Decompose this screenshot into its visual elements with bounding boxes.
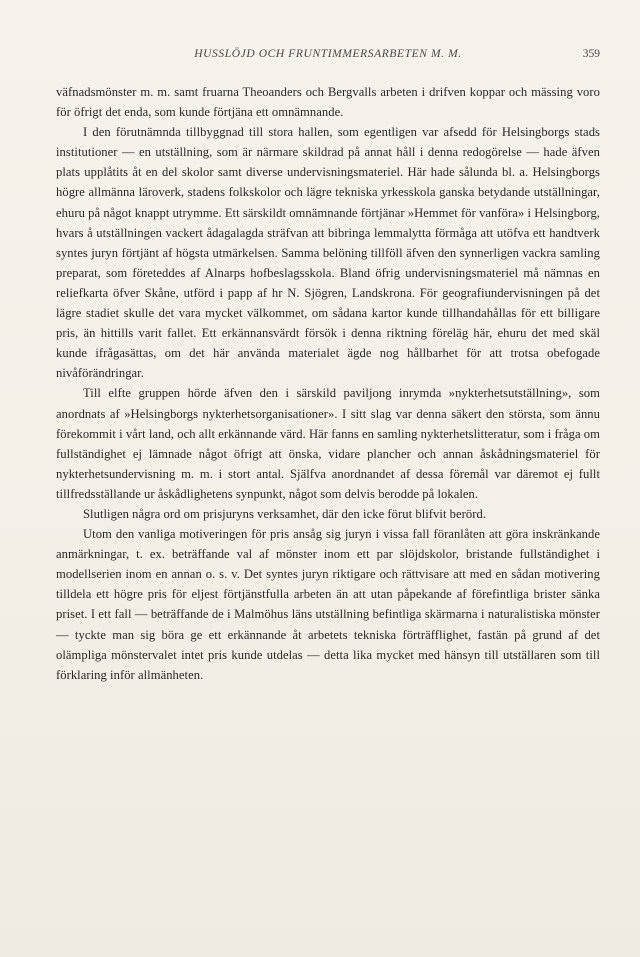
body-text (56, 82, 600, 685)
paragraph-5: Utom den vanliga motiveringen för pris ansåg sig juryn i vissa fall föranlåten att göra inskränkande anmärkningar, t. ex. beträffande val af mönster inom ett par slöjdskolor, bristande fullständighet i modellserien inom en annan o. s. v. Det syntes juryn riktigare och rättvisare att med en sådan motivering tilldela ett högre pris för eljest förtjänstfulla arbeten än att utan påpekande af förefintliga brister sänka priset. I ett fall — beträffande de i Malmöhus läns utställning befintliga skärmarna i naturalistiska mönster — tyckte man sig böra ge ett erkännande åt arbetets tekniska förträfflighet, fastän på grund af det olämpliga mönstervalet intet pris kunde utdelas — detta lika mycket med hänsyn till utställaren som till förklaring inför allmänheten. (56, 527, 600, 682)
paragraph-3: Till elfte gruppen hörde äfven den i särskild paviljong inrymda »nykterhetsutställning», som anordnats af »Helsingborgs nykterhetsorganisationer». I sitt slag var denna säkert den största, som ännu förekommit i vårt land, och allt erkännande värd. Här fanns en samling nykterhetslitteratur, som i fråga om fullständighet ej lämnade något öfrigt att önska, vidare plancher och annan åskådningsmateriel för nykterhetsundervisning m. m. i stort antal. Själfva anordnandet af dessa föremål var däremot ej fullt tillfredsställande ur åskådlighetens synpunkt, något som delvis berodde på lokalen. (56, 386, 600, 501)
paragraph-4: Slutligen några ord om prisjuryns verksamhet, där den icke förut blifvit berörd. (83, 506, 487, 521)
page-header (56, 48, 600, 68)
paragraph-1: väfnadsmönster m. m. samt fruarna Theoanders och Bergvalls arbeten i drifven koppar och mässing voro för öfrigt det enda, som kunde förtjäna ett omnämnande. (56, 85, 600, 120)
running-head: HUSSLÖJD OCH FRUNTIMMERSARBETEN M. M. (194, 48, 462, 60)
page-number: 359 (582, 48, 600, 60)
paragraph-2: I den förutnämnda tillbyggnad till stora hallen, som egentligen var afsedd för Helsingborgs stads institutioner — en utställning, som är närmare skildrad på annat håll i denna redogörelse — hade äfven plats upplåtits åt en del skolor samt diverse undervisningsmateriel. Här hade sålunda bl. a. Helsingborgs högre allmänna läroverk, stadens folkskolor och lägre tekniska yrkesskola ganska betydande utställningar, ehuru på något knappt utrymme. Ett särskildt omnämnande förtjänar »Hemmet för vanföra» i Helsingborg, hvars å utställningen vackert ådagalagda sträfvan att bibringa lemmalytta förmåga att utöfva ett handtverk syntes juryn förtjänt af högsta utmärkelsen. Samma belöning tillföll äfven den synnerligen vackra samling preparat, som företeddes af Alnarps hofbeslagsskola. Bland öfrig undervisningsmateriel må nämnas en reliefkarta öfver Skåne, utförd i papp af hr N. Sjögren, Landskrona. För geografiundervisningen på det lägre stadiet skulle det vara mycket välkommet, om sådana kartor kunde tillhandahållas för ett billigare pris, än hittills varit fallet. Ett erkännansvärdt försök i denna riktning föreläg här, ehuru det med skäl kunde ifrågasättas, om det här använda materialet ägde nog hållbarhet för att trotsa obefogade nivåförändringar. (56, 125, 600, 381)
